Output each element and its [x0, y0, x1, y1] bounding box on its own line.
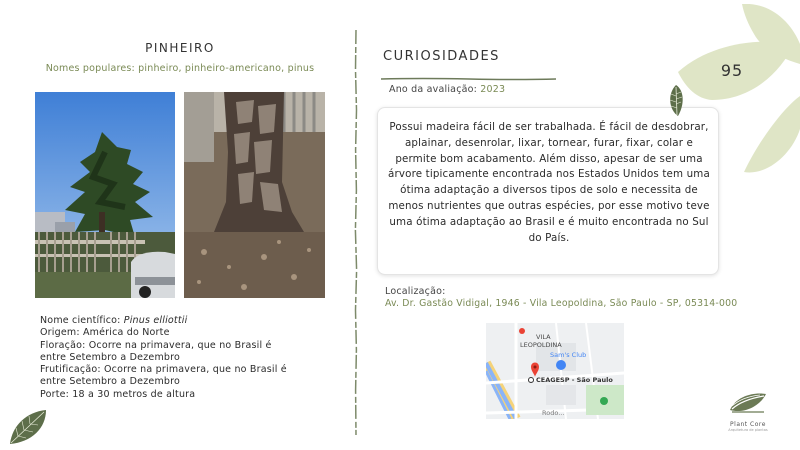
- small-leaf-icon: [666, 84, 686, 118]
- year-value: 2023: [480, 84, 506, 95]
- scientific-name-row: [40, 315, 330, 327]
- scientific-label: Nome científico:: [40, 315, 124, 326]
- location-map[interactable]: [486, 323, 624, 419]
- leaf-decoration: [672, 4, 800, 179]
- map-label-road: Rodo...: [542, 409, 565, 417]
- plant-info: [40, 315, 330, 401]
- logo-brand: Plant Core: [730, 421, 766, 428]
- evaluation-year: [389, 84, 505, 95]
- curiosities-card: [377, 107, 719, 275]
- logo-tagline: Arquitetura de plantas: [728, 428, 768, 432]
- flowering-row-2: entre Setembro a Dezembro: [40, 351, 181, 363]
- page-number: 95: [720, 61, 744, 80]
- plant-title: PINHEIRO: [145, 41, 215, 55]
- title-underline: [381, 66, 556, 70]
- flowering-row-1: Floração: Ocorre na primavera, que no Brasil é: [40, 339, 272, 351]
- logo-leaf-icon: [728, 390, 768, 416]
- curiosities-title: CURIOSIDADES: [383, 49, 500, 64]
- scientific-name: Pinus elliottii: [123, 315, 188, 326]
- year-label: Ano da avaliação:: [389, 84, 481, 95]
- fruiting-row-1: Frutificação: Ocorre na primavera, que no Brasil é: [40, 364, 287, 376]
- column-divider: [354, 30, 358, 435]
- corner-leaf-icon: [8, 408, 48, 446]
- brand-logo: [716, 390, 780, 436]
- location-address: Av. Dr. Gastão Vidigal, 1946 - Vila Leopoldina, São Paulo - SP, 05314-000: [385, 298, 738, 309]
- map-label-district-2: LEOPOLDINA: [520, 341, 562, 349]
- popular-names: Nomes populares: pinheiro, pinheiro-americano, pinus: [45, 63, 315, 74]
- map-label-district-1: VILA: [536, 333, 551, 341]
- map-label-pin: CEAGESP - São Paulo: [536, 376, 613, 384]
- trunk-photo: [184, 92, 325, 298]
- size-row: Porte: 18 a 30 metros de altura: [40, 388, 196, 400]
- map-label-place: Sam's Club: [550, 351, 587, 359]
- origin-row: Origem: América do Norte: [40, 327, 170, 339]
- tree-photo: [35, 92, 175, 298]
- curiosities-text: Possui madeira fácil de ser trabalhada. É fácil de desdobrar, aplainar, desenrolar, lixar, tornear, furar, fixar, colar e permite bom acabamento. Além disso, apesar de ser uma árvore tipicamente encontrada nos Estados Unidos tem uma ótima adaptação a diversos tipos de solo e necessita de menos nutrientes que outras espécies, por esse motivo teve uma ótima adaptação ao Brasil e é muito encontrada no Sul do País.: [388, 121, 710, 244]
- location-label: Localização:: [385, 286, 446, 297]
- fruiting-row-2: entre Setembro a Dezembro: [40, 376, 181, 388]
